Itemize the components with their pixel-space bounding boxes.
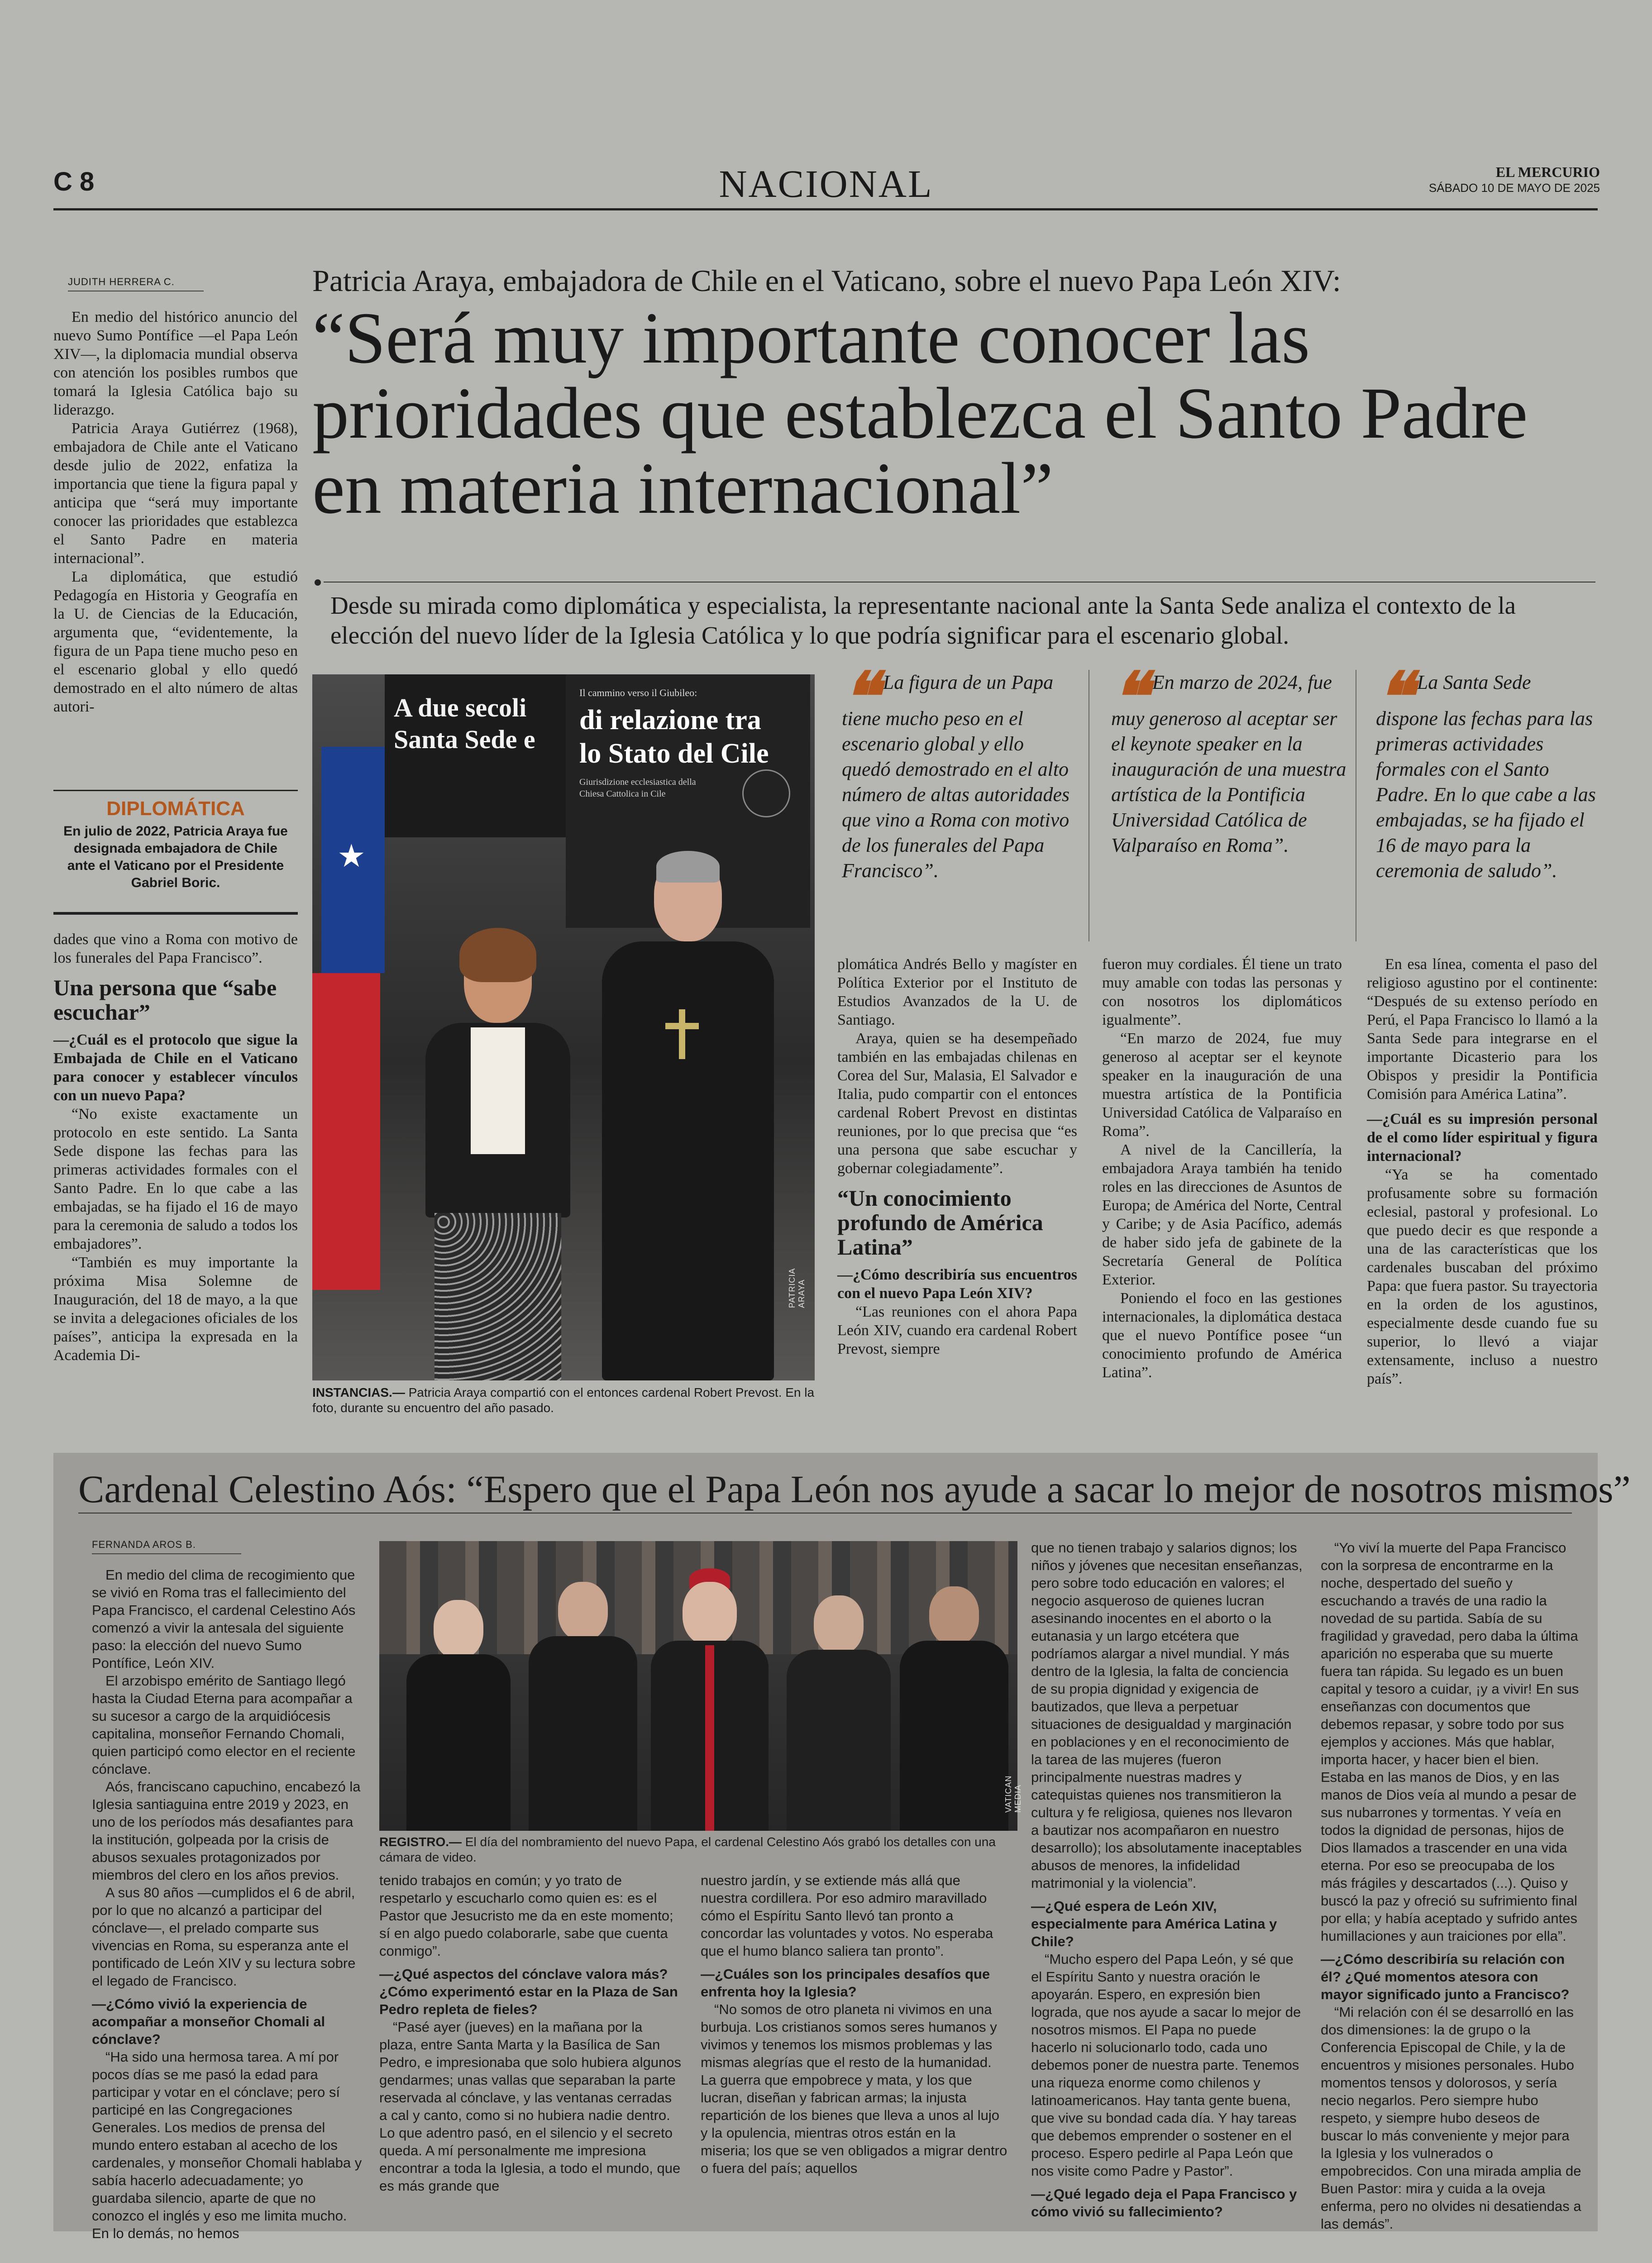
page-number: C 8 bbox=[53, 167, 95, 196]
aos-headline: Cardenal Celestino Aós: “Espero que el Papa León nos ayude a sacar lo mejor de nosotros mismos” bbox=[78, 1467, 1631, 1511]
main-headline: “Será muy importante conocer las prioridades que establezca el Santo Padre en materia internacional” bbox=[312, 298, 1528, 529]
quote-mark-icon: ❝ bbox=[1111, 660, 1148, 735]
paragraph: “No somos de otro planeta ni vivimos en una burbuja. Los cristianos somos seres humanos y vivimos y tenemos los mismos problemas y las mismas alegrías que el resto de la humanidad. La guerra que empobrece y mata, y los que lucran, diseñan y fabrican armas; la injusta repartición de los bienes que lleva a unos al lujo y la opulencia, mientras otros están en la miseria; los que se ven obligados a migrar dentro o fuera del país; aquellos bbox=[701, 2001, 1007, 2176]
main-column-1b bbox=[53, 930, 298, 1365]
photo-sign-text: Giurisdizione ecclesiastica della Chiesa Cattolica in Cile bbox=[579, 777, 696, 799]
question: —¿Qué legado deja el Papa Francisco y cómo vivió su fallecimiento? bbox=[1031, 2186, 1297, 2220]
chilean-flag-icon: ★ bbox=[312, 747, 389, 1290]
bullet bbox=[315, 579, 321, 586]
quote-mark-icon: ❝ bbox=[1376, 660, 1413, 735]
paragraph: “No existe exactamente un protocolo en este sentido. La Santa Sede dispone las fechas para las primeras actividades formales con el Santo Padre. En lo que cabe a las embajadas, se ha fijado el 16 de mayo para la ceremonia de saludo a todos los embajadores”. bbox=[53, 1106, 298, 1252]
photo-credit: PATRICIA ARAYA bbox=[788, 1268, 806, 1308]
paragraph: La diplomática, que estudió Pedagogía en Historia y Geografía en la U. de Ciencias de la Educación, argumenta que, “evidentemente, la figura de un Papa tiene mucho peso en el escenario global y ello quedó demostrado en el alto número de altas autori- bbox=[53, 568, 298, 715]
paragraph: Patricia Araya Gutiérrez (1968), embajadora de Chile ante el Vaticano desde julio de 2022, enfatiza la importancia que tiene la figura papal y anticipa que “será muy importante conocer las prioridades que establezca el Santo Padre en materia internacional”. bbox=[53, 420, 298, 567]
photo-sign-text: Santa Sede e bbox=[394, 725, 535, 754]
person-cardinal bbox=[593, 855, 783, 1380]
paragraph: nuestro jardín, y se extiende más allá que nuestra cordillera. Por eso admiro maravillado cómo el Espíritu Santo llevó tan pronto a concordar las voluntades y votos. No esperaba que el humo blanco saliera tan pronto”. bbox=[701, 1872, 993, 1959]
question: —¿Cómo describiría sus encuentros con el nuevo Papa León XIV? bbox=[837, 1266, 1077, 1302]
photo-credit: VATICAN MEDIA bbox=[1004, 1775, 1022, 1813]
paragraph: tenido trabajos en común; y yo trato de respetarlo y escucharlo como quien es: es el Pastor que Jesucristo me da en este momento; sí en algo puedo colaborarle, sabe que cuenta conmigo”. bbox=[379, 1872, 673, 1959]
paragraph: “Mi relación con él se desarrolló en las dos dimensiones: la de grupo o la Conferencia Episcopal de Chile, y la de encuentros y misiones personales. Hubo momentos tensos y dolorosos, y sería necio negarlos. Pero siempre hubo respeto, y siempre hubo deseos de buscar lo más conveniente y mejor para la Iglesia y los vulnerados o empobrecidos. Con una mirada amplia de Buen Pastor: mira y cuida a la oveja enferma, pero no olvides ni desatiendas a las demás”. bbox=[1321, 2004, 1581, 2232]
aos-column-5 bbox=[1321, 1539, 1583, 2233]
photo-sign-text: lo Stato del Cile bbox=[579, 738, 769, 769]
pull-quote-1 bbox=[842, 660, 1077, 950]
paragraph: “Ya se ha comentado profusamente sobre su formación eclesial, pastoral y profesional. Lo que puedo decir es que responde a una de las características que los cardenales buscaban del próximo Papa: que fuera pastor. Su trayectoria en la orden de los agustinos, especialmente desde cuando fue su superior, lo llevó a viajar extensamente, incluso a nuestro país”. bbox=[1367, 1166, 1598, 1387]
person-cardinal-aos bbox=[651, 1573, 769, 1831]
paragraph: “Pasé ayer (jueves) en la mañana por la plaza, entre Santa Marta y la Basílica de San Pedro, e impresionaba que solo hubiera algunos gendarmes; unas vallas que separaban la parte reservada al cónclave, y las ventanas cerradas a cal y canto, como si no hubiera nadie dentro. Lo que adentro pasó, en el silencio y el secreto queda. A mí personalmente me impresiona encontrar a toda la Iglesia, a todo el mundo, que es más grande que bbox=[379, 2019, 681, 2194]
main-column-1 bbox=[53, 308, 298, 716]
masthead-name: EL MERCURIO bbox=[1495, 164, 1600, 180]
person-cleric-4 bbox=[900, 1586, 1008, 1831]
paragraph: “En marzo de 2024, fue muy generoso al aceptar ser el keynote speaker en la inauguración de una muestra artística de la Pontificia Universidad Católica de Valparaíso en Roma”. bbox=[1102, 1030, 1342, 1140]
paragraph: En esa línea, comenta el paso del religioso agustino por el continente: “Después de su extenso período en Perú, el Papa Francisco lo llamó a la Santa Sede para integrarse en el importante Dicasterio para los Obispos y presidir la Pontificia Comisión para América Latina”. bbox=[1367, 956, 1598, 1103]
paragraph: A sus 80 años —cumplidos el 6 de abril, por lo que no alcanzó a participar del cónclave—, el prelado comparte sus vivencias en Roma, su esperanza ante el pontificado de León XIV y su lectura sobre el legado de Francisco. bbox=[92, 1885, 356, 1989]
paragraph: dades que vino a Roma con motivo de los funerales del Papa Francisco”. bbox=[53, 931, 298, 966]
question: —¿Cómo vivió la experiencia de acompañar a monseñor Chomali al cónclave? bbox=[92, 1996, 325, 2047]
main-column-5 bbox=[1367, 955, 1598, 1388]
issue-date: SÁBADO 10 DE MAYO DE 2025 bbox=[1428, 181, 1600, 195]
aos-column-3 bbox=[701, 1872, 1008, 2177]
pull-quote-text: La figura de un Papa tiene mucho peso en el escenario global y ello quedó demostrado en el alto número de altas autoridades que vino a Roma con motivo de los funerales del Papa Francisco”. bbox=[842, 671, 1070, 882]
paragraph: Poniendo el foco en las gestiones internacionales, la diplomática destaca que el nuevo Pontífice posee “un conocimiento profundo de América Latina”. bbox=[1102, 1290, 1342, 1381]
paragraph: En medio del clima de recogimiento que se vivió en Roma tras el fallecimiento del Papa Francisco, el cardenal Celestino Aós comenzó a vivir la antesala del siguiente paso: la elección del nuevo Sumo Pontífice, León XIV. bbox=[92, 1567, 356, 1671]
paragraph: En medio del histórico anuncio del nuevo Sumo Pontífice —el Papa León XIV—, la diplomacia mundial observa con atención los posibles rumbos que tomará la Iglesia Católica bajo su liderazgo. bbox=[53, 309, 298, 418]
caption-text: El día del nombramiento del nuevo Papa, el cardenal Celestino Aós grabó los detalles con una cámara de video. bbox=[379, 1835, 996, 1864]
pull-quote-text: La Santa Sede dispone las fechas para las primeras actividades formales con el Santo Padre. En lo que cabe a las embajadas, se ha fijado el 16 de mayo para la ceremonia de saludo”. bbox=[1376, 671, 1596, 882]
paragraph: Araya, quien se ha desempeñado también en las embajadas chilenas en Corea del Sur, Malasia, El Salvador e Italia, pudo compartir con el entonces cardenal Robert Prevost en distintas reuniones, por lo que precisa que “es una persona que sabe escuchar y gobernar colegiadamente”. bbox=[837, 1030, 1077, 1177]
pull-quote-text: En marzo de 2024, fue muy generoso al aceptar ser el keynote speaker en la inauguración de una muestra artística de la Pontificia Universidad Católica de Valparaíso en Roma”. bbox=[1111, 671, 1346, 856]
subheading: Una persona que “sabe escuchar” bbox=[53, 975, 277, 1025]
question: —¿Cuál es el protocolo que sigue la Embajada de Chile en el Vaticano para conocer y establecer vínculos con un nuevo Papa? bbox=[53, 1031, 298, 1104]
question: —¿Cuál es su impresión personal de el como líder espiritual y figura internacional? bbox=[1367, 1111, 1598, 1165]
question: —¿Cuáles son los principales desafíos que enfrenta hoy la Iglesia? bbox=[701, 1966, 990, 2000]
subheading: “Un conocimiento profundo de América Latina” bbox=[837, 1185, 1043, 1260]
photo-sign-text: A due secoli bbox=[394, 693, 527, 722]
person-cleric-3 bbox=[787, 1595, 891, 1831]
paragraph: fueron muy cordiales. Él tiene un trato muy amable con todas las personas y con nosotros los diplomáticos igualmente”. bbox=[1102, 956, 1342, 1028]
aos-column-2 bbox=[379, 1872, 683, 2195]
seal-icon bbox=[742, 769, 790, 817]
main-photo bbox=[312, 674, 815, 1380]
paragraph: “También es muy importante la próxima Misa Solemne de Inauguración, del 18 de mayo, a la que se invita a delegaciones oficiales de los países”, anticipa la expresada en la Academia Di- bbox=[53, 1254, 298, 1364]
main-byline: JUDITH HERRERA C. bbox=[68, 276, 204, 291]
aos-column-4 bbox=[1031, 1539, 1303, 2220]
paragraph: El arzobispo emérito de Santiago llegó hasta la Ciudad Eterna para acompañar a su sucesor a cargo de la arquidiócesis capitalina, monseñor Fernando Chomali, quien participó como elector en el reciente cónclave. bbox=[92, 1673, 356, 1777]
aos-column-1 bbox=[92, 1566, 363, 2242]
fact-box bbox=[53, 790, 298, 915]
header-rule bbox=[53, 208, 1598, 210]
photo-sign-text: Il cammino verso il Giubileo: bbox=[579, 687, 697, 698]
wall-panel-left bbox=[385, 674, 584, 837]
deck: Desde su mirada como diplomática y especialista, la representante nacional ante la Santa Sede analiza el contexto de la elección del nuevo líder de la Iglesia Católica y lo que podría significar para el escenario global. bbox=[330, 592, 1516, 649]
caption-text: Patricia Araya compartió con el entonces cardenal Robert Prevost. En la foto, durante su encuentro del año pasado. bbox=[312, 1385, 815, 1415]
aos-box bbox=[53, 1453, 1631, 2241]
aos-photo-caption bbox=[379, 1834, 1017, 1865]
paragraph: “Mucho espero del Papa León, y sé que el Espíritu Santo y nuestra oración le apoyarán. Espero, en expresión bien lograda, que nos ayude a sacar lo mejor de nosotros mismos. El Papa no puede hacerlo ni solucionarlo todo, cada uno debemos poner de nuestra parte. Tenemos una riqueza enorme como chilenos y latinoamericanos. Hay tanta gente buena, que vive su bondad cada día. Y hay tareas que debemos emprender o sostener en el proceso. Espero pedirle al Papa León que nos visite como Padre y Pastor”. bbox=[1031, 1951, 1301, 2179]
paragraph: “Ha sido una hermosa tarea. A mí por pocos días se me pasó la edad para participar y votar en el cónclave; pero sí participé en las Congregaciones Generales. Los medios de prensa del mundo entero estaban al acecho de los cardenales, y monseñor Chomali hablaba y sabía hacerlo adecuadamente; yo guardaba silencio, aparte de que no conozco el inglés y eso me limita mucho. En lo demás, no hemos bbox=[92, 2049, 362, 2241]
section-title: NACIONAL bbox=[719, 162, 933, 205]
aos-photo bbox=[379, 1541, 1022, 1831]
main-column-4 bbox=[1102, 955, 1342, 1382]
person-ambassador bbox=[416, 937, 579, 1380]
pretitle: Patricia Araya, embajadora de Chile en el Vaticano, sobre el nuevo Papa León XIV: bbox=[312, 263, 1341, 298]
paragraph: plomática Andrés Bello y magíster en Política Exterior por el Instituto de Estudios Avanzados de la U. de Santiago. bbox=[837, 956, 1077, 1028]
paragraph: A nivel de la Cancillería, la embajadora Araya también ha tenido roles en las direcciones de Asuntos de Europa; de América del Norte, Central y Caribe; y de Asia Pacífico, además de haber sido jefa de gabinete de la Secretaría General de Política Exterior. bbox=[1102, 1141, 1342, 1288]
main-column-3 bbox=[837, 955, 1077, 1358]
aos-byline: FERNANDA AROS B. bbox=[92, 1539, 241, 1554]
main-photo-caption bbox=[312, 1385, 815, 1416]
person-cleric-2 bbox=[529, 1582, 637, 1831]
paragraph: “Las reuniones con el ahora Papa León XIV, cuando era cardenal Robert Prevost, siempre bbox=[837, 1303, 1077, 1357]
question: —¿Qué espera de León XIV, especialmente para América Latina y Chile? bbox=[1031, 1898, 1277, 1949]
fact-box-title: DIPLOMÁTICA bbox=[53, 790, 298, 820]
paragraph: que no tienen trabajo y salarios dignos; los niños y jóvenes que necesitan enseñanzas, pero sobre todo educación en valores; el negocio asqueroso de quienes lucran asesinando inocentes en el aborto o la eutanasia y un largo etcétera que podríamos alargar a nivel mundial. Y más dentro de la Iglesia, la falta de conciencia de su propia dignidad y exigencia de bautizados, que lleva a perpetuar situaciones de desigualdad y marginación en poblaciones y en el reconocimiento de la tarea de las mujeres (fueron principalmente nuestras madres y catequistas quienes nos transmitieron la cultura y fe religiosa, quienes nos llevaron a bautizar nos acompañaron en nuestro desarrollo); los absolutamente inaceptables abusos de menores, la infidelidad matrimonial y la violencia”. bbox=[1031, 1540, 1303, 1891]
question: —¿Qué aspectos del cónclave valora más? ¿Cómo experimentó estar en la Plaza de San Pedro repleta de fieles? bbox=[379, 1966, 678, 2017]
pull-quote-3 bbox=[1376, 660, 1598, 950]
fact-box-text: En julio de 2022, Patricia Araya fue designada embajadora de Chile ante el Vaticano por el Presidente Gabriel Boric. bbox=[63, 824, 288, 890]
paragraph: “Yo viví la muerte del Papa Francisco con la sorpresa de encontrarme en la noche, despertado del sueño y escuchando a través de una radio la novedad de su partida. Sabía de su fragilidad y gravedad, pero daba la última aparición no esperaba que su muerte fuera tan rápida. Su legado es un buen capital y tesoro a cuidar, ¡y a vivir! En sus enseñanzas con documentos que debemos repasar, y sobre todo por sus ejemplos y acciones. Más que hablar, importa hacer, y hacer bien el bien. Estaba en las manos de Dios, y en las manos de Dios veía al mundo a pesar de sus nubarrones y tormentas. Y veía en todos la dignidad de personas, hijos de Dios llamados a trascender en una vida eterna. Por eso se preocupaba de los más frágiles y descartados (...). Quiso y buscó la paz y ofreció su sufrimiento final por ella; y había aceptado y sufrido antes humillaciones y aun traiciones por ella”. bbox=[1321, 1540, 1579, 1944]
person-cleric-1 bbox=[406, 1600, 511, 1831]
quote-mark-icon: ❝ bbox=[842, 660, 879, 735]
pull-quote-2 bbox=[1111, 660, 1346, 950]
paragraph: Aós, franciscano capuchino, encabezó la Iglesia santiaguina entre 2019 y 2023, en uno de los períodos más desafiantes para la institución, golpeada por la crisis de abusos sexuales protagonizados por miembros del clero en los años previos. bbox=[92, 1779, 361, 1883]
question: —¿Cómo describiría su relación con él? ¿Qué momentos atesora con mayor significado junto a Francisco? bbox=[1321, 1951, 1570, 2002]
photo-sign-text: di relazione tra bbox=[579, 705, 761, 735]
caption-label: INSTANCIAS.— bbox=[312, 1385, 405, 1399]
caption-label: REGISTRO.— bbox=[379, 1835, 462, 1849]
